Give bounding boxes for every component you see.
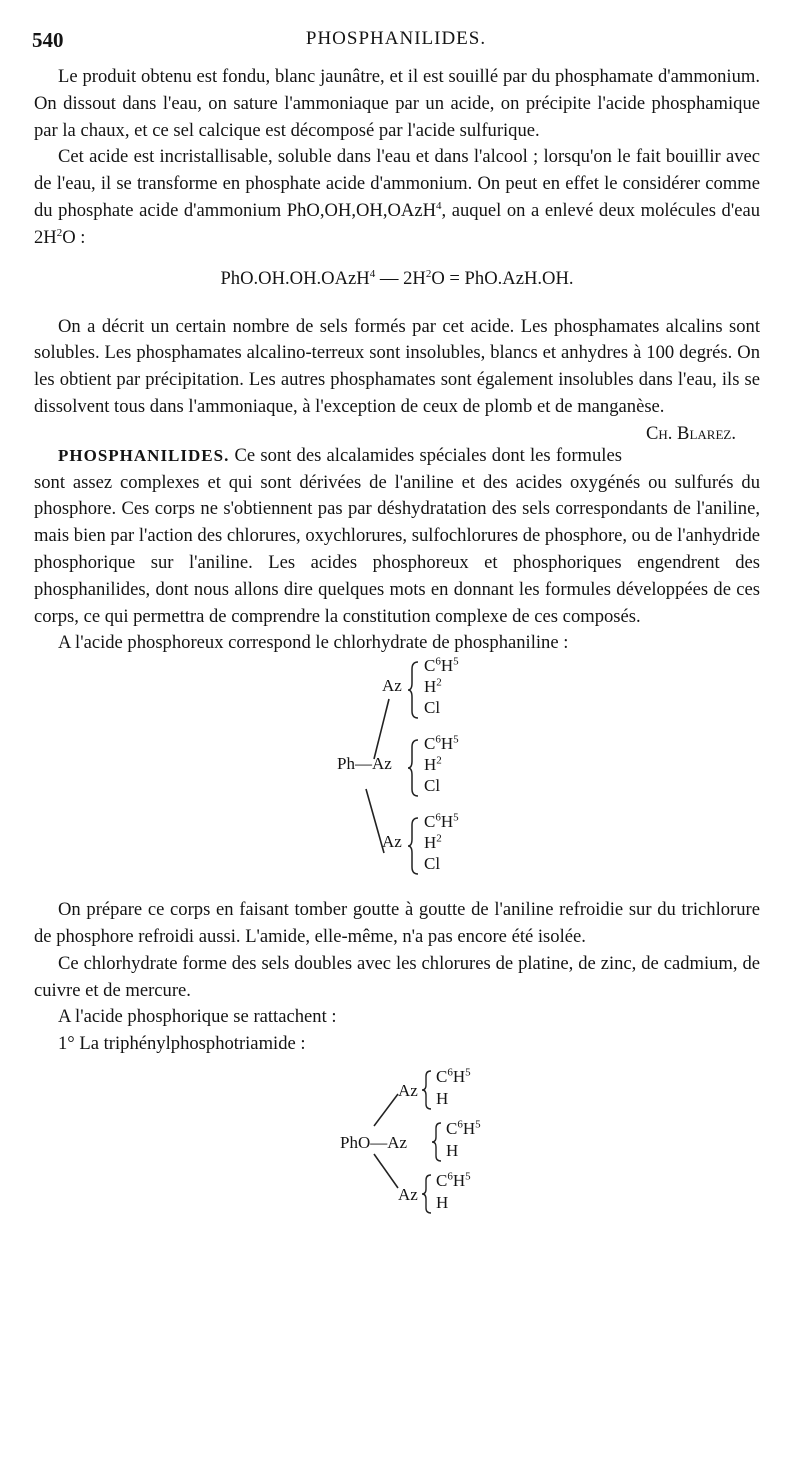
group2-mid-1: $C^6H^5$ <box>446 1118 481 1138</box>
paragraph-7: Ce chlorhydrate forme des sels doubles avec les chlorures de platine, de zinc, de cadmium, de cuivre et de mercure. <box>34 952 760 1001</box>
article-term: PHOSPHANILIDES. <box>58 445 230 465</box>
group2-bot-2: H <box>436 1192 449 1212</box>
group2-top-1: $C^6H^5$ <box>436 1066 471 1086</box>
page-number: 540 <box>32 28 64 52</box>
brace-middle-2 <box>432 1122 442 1162</box>
formula2-center: PhO—Az <box>340 1132 408 1152</box>
paragraph-3: On a décrit un certain nombre de sels formés par cet acide. Les phosphamates alcalins sont solubles. Les phosphamates alcalino-terreux sont insolubles, blancs et anhydres à 100 degrés. On les obtient par précipitation. Les autres phosphamates sont également insolubles dans l'eau, ils se dissolvent tous dans l'ammoniaque, à l'exception de ceux de plomb et de manganèse. Ch. Blarez. <box>34 314 760 421</box>
paragraph-1: Le produit obtenu est fondu, blanc jaunâtre, et il est souillé par du phosphamate d'ammonium. On dissout dans l'eau, on sature l'ammoniaque par un acide, on précipite l'acide phosphamique par la chaux, et ce sel calcique est décomposé par l'acide sulfurique. <box>34 66 760 141</box>
group-top-1: $C^6H^5$ <box>424 655 459 676</box>
brace-top <box>408 661 420 719</box>
az-bottom-2: Az <box>398 1184 418 1204</box>
running-head: PHOSPHANILIDES. <box>305 28 487 49</box>
group2-bot-1: $C^6H^5$ <box>436 1170 471 1190</box>
group-top-3: Cl <box>424 698 441 718</box>
paragraph-9: 1° La triphénylphosphotriamide : <box>58 1033 306 1055</box>
paragraph-2: Cet acide est incristallisable, soluble dans l'eau et dans l'alcool ; lorsqu'on le fait bouillir avec de l'eau, il se transforme en phosphate acide d'ammonium. On peut en effet le considérer comme du phosphate acide d'ammonium PhO,OH,OH,OAzH$^4$, auquel on a enlevé deux molécules d'eau $2H^2O$ : <box>34 146 761 248</box>
az-bottom: Az <box>382 832 402 852</box>
paragraph-6: On prépare ce corps en faisant tomber goutte à goutte de l'aniline refroidie sur du trichlorure de phosphore refroidi aussi. L'amide, elle-même, n'a pas encore été isolée. <box>34 899 760 947</box>
brace-middle <box>408 739 420 797</box>
formula-center: Ph—Az <box>337 754 392 774</box>
paragraph-4: PHOSPHANILIDES. Ce sont des alcalamides spéciales dont les formules sont assez complexes et qui sont dérivées de l'aniline et des acides oxygénés ou sulfurés du phosphore. Ces corps ne s'obtiennent pas par déshydratation des sels correspondants de l'aniline, mais bien par l'action des chlorures, oxychlorures, sulfochlorures de phosphore, ou de l'anhydride phosphorique sur l'aniline. Les acides phosphoreux et phosphoriques engendrent des phosphanilides, dont nous allons dire quelques mots en donnant les formules développées de ces corps, ce qui permettra de comprendre la constitution complexe de ces composés. <box>34 444 760 627</box>
structural-formula-triphenylphosphotriamide <box>34 1058 760 1228</box>
az-top: Az <box>382 676 402 696</box>
page-header <box>32 28 760 58</box>
group2-top-2: H <box>436 1088 449 1108</box>
group-bot-3: Cl <box>424 854 441 874</box>
group-top-2: $H^2$ <box>424 676 442 697</box>
group-mid-1: $C^6H^5$ <box>424 733 459 754</box>
group-bot-1: $C^6H^5$ <box>424 811 459 832</box>
paragraph-5: A l'acide phosphoreux correspond le chlorhydrate de phosphaniline : <box>58 632 569 654</box>
page-body <box>34 64 760 1228</box>
brace-bottom-2 <box>422 1174 432 1214</box>
structural-formula-phosphaniline <box>34 657 760 897</box>
group-mid-3: Cl <box>424 776 441 796</box>
equation: PhO.OH.OH.OAzH$^4$ — $2H^2O = PhO.AzH.OH$. <box>220 267 574 289</box>
author-signature: Ch. Blarez. <box>645 422 736 444</box>
group-mid-2: $H^2$ <box>424 754 442 775</box>
az-top-2: Az <box>398 1080 418 1100</box>
brace-top-2 <box>422 1070 432 1110</box>
group-bot-2: $H^2$ <box>424 832 442 853</box>
group2-mid-2: H <box>446 1140 459 1160</box>
brace-bottom <box>408 817 420 875</box>
paragraph-8: A l'acide phosphorique se rattachent : <box>58 1006 337 1028</box>
